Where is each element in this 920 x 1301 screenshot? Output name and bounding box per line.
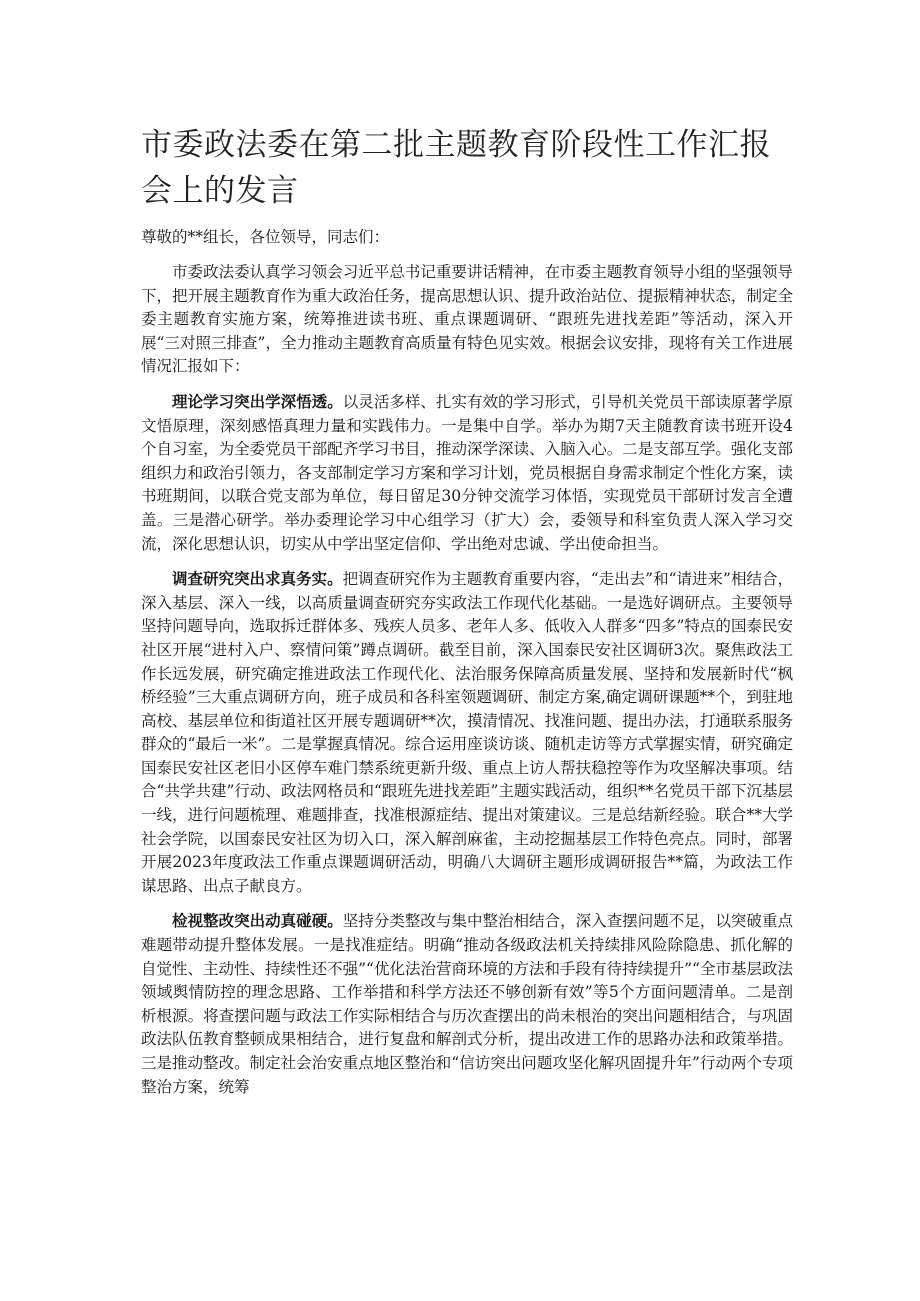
section-inspection-rectification: [141, 909, 793, 1099]
intro-paragraph: 市委政法委认真学习领会习近平总书记重要讲话精神，在市委主题教育领导小组的坚强领导下，把开展主题教育作为重大政治任务，提高思想认识、提升政治站位、提振精神状态，制定全委主题教育实施方案，统筹推进读书班、重点课题调研、“跟班先进找差距”等活动，深入开展“三对照三排查”，全力推动主题教育高质量有特色见实效。根据会议安排，现将有关工作进展情况汇报如下：: [141, 263, 793, 376]
salutation: 尊敬的**组长，各位领导，同志们：: [141, 228, 390, 246]
section-heading: 检视整改突出动真碰硬。: [172, 911, 343, 931]
section-theory-study: [141, 390, 793, 556]
section-heading: 调查研究突出求真务实。: [172, 569, 343, 589]
section-body: 把调查研究作为主题教育重要内容，“走出去”和“请进来”相结合，深入基层、深入一线，以高质量调查研究夯实政法工作现代化基础。一是选好调研点。主要领导坚持问题导向，选取拆迁群体多、残疾人员多、老年人多、低收入人群多“四多”特点的国泰民安社区开展“进村入户、察情问策”蹲点调研。截至目前，深入国泰民安社区调研3次。聚焦政法工作长远发展，研究确定推进政法工作现代化、法治服务保障高质量发展、坚持和发展新时代“枫桥经验”三大重点调研方向，班子成员和各科室领题调研、制定方案,确定调研课题**个，到驻地高校、基层单位和街道社区开展专题调研**次，摸清情况、找准问题、提出办法，打通联系服务群众的“最后一米”。二是掌握真情况。综合运用座谈访谈、随机走访等方式掌握实情，研究确定国泰民安社区老旧小区停车难门禁系统更新升级、重点上访人帮扶稳控等作为攻坚解决事项。结合“共学共建”行动、政法网格员和“跟班先进找差距”主题实践活动，组织**名党员干部下沉基层一线，进行问题梳理、难题排查，找准根源症结、提出对策建议。三是总结新经验。联合**大学社会学院，以国泰民安社区为切入口，深入解剖麻雀，主动挖掘基层工作特色亮点。同时，部署开展2023年度政法工作重点课题调研活动，明确八大调研主题形成调研报告**篇，为政法工作谋思路、出点子献良方。: [141, 570, 793, 895]
section-heading: 理论学习突出学深悟透。: [172, 391, 343, 411]
section-body: 以灵活多样、扎实有效的学习形式，引导机关党员干部读原著学原文悟原理，深刻感悟真理力量和实践伟力。一是集中自学。举办为期7天主随教育读书班开设4个自习室，为全委党员干部配齐学习书目，推动深学深读、入脑入心。二是支部互学。强化支部组织力和政治引领力，各支部制定学习方案和学习计划，党员根据自身需求制定个性化方案，读书班期间，以联合党支部为单位，每日留足30分钟交流学习体悟，实现党员干部研讨发言全遭盖。三是潜心研学。举办委理论学习中心组学习（扩大）会，委领导和科室负责人深入学习交流，深化思想认识，切实从中学出坚定信仰、学出绝对忠诚、学出使命担当。: [141, 392, 793, 553]
document-title: 市委政法委在第二批主题教育阶段性工作汇报会上的发言: [141, 127, 771, 209]
section-body: 坚持分类整改与集中整治相结合，深入查摆问题不足，以突破重点难题带动提升整体发展。一是找准症结。明确“推动各级政法机关持续排风险除隐患、抓化解的自觉性、主动性、持续性还不强”“优化法治营商环境的方法和手段有待持续提升”“全市基层政法领域舆情防控的理念思路、工作举措和科学方法还不够创新有效”等5个方面问题清单。二是剖析根源。将查摆问题与政法工作实际相结合与历次查摆出的尚未根治的突出问题相结合，与巩固政法队伍教育整顿成果相结合，进行复盘和解剖式分析，提出改进工作的思路办法和政策举措。三是推动整改。制定社会治安重点地区整治和“信访突出问题攻坚化解巩固提升年”行动两个专项整治方案，统筹: [141, 912, 793, 1096]
document-page: [141, 122, 793, 1110]
section-investigation-research: [141, 567, 793, 898]
